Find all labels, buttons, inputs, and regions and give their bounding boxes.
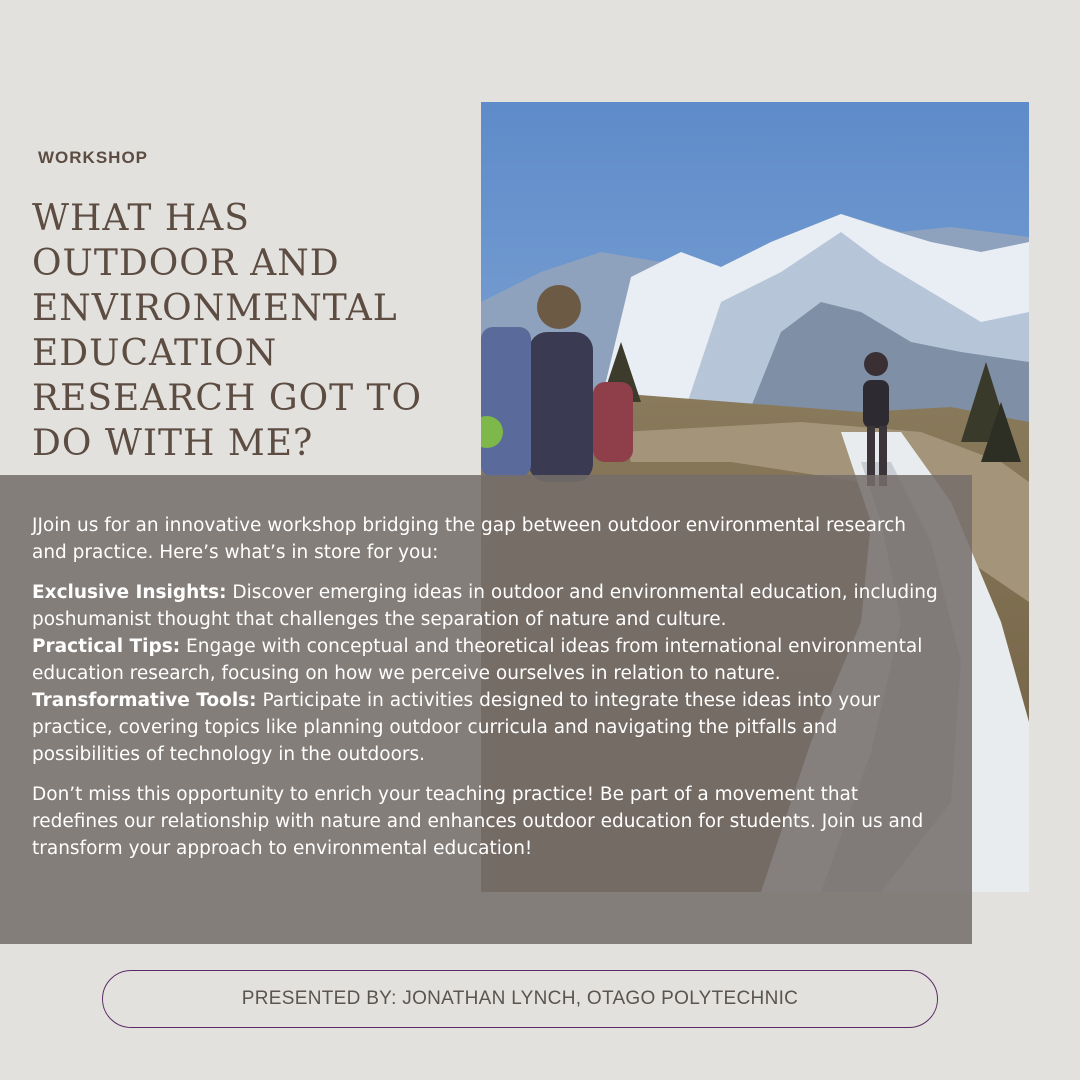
eyebrow-label: WORKSHOP <box>38 148 148 167</box>
presenter-pill <box>102 970 938 1028</box>
list-item <box>32 579 942 633</box>
list-item-label: Transformative Tools: <box>32 690 257 711</box>
page-title: WHAT HAS OUTDOOR AND ENVIRONMENTAL EDUCATION RESEARCH GOT TO DO WITH ME? <box>32 198 423 464</box>
list-item-text: Engage with conceptual and theoretical ideas from international environmental education research, focusing on how we perceive ourselves in relation to nature. <box>32 636 923 684</box>
benefits-list <box>32 579 942 768</box>
closing-paragraph: Don’t miss this opportunity to enrich your teaching practice! Be part of a movement that redefines our relationship with nature and enhances outdoor education for students. Join us and transform your approach to environmental education! <box>32 784 924 859</box>
presenter-label: PRESENTED BY: JONATHAN LYNCH, OTAGO POLYTECHNIC <box>241 988 799 1009</box>
list-item-text: Participate in activities designed to integrate these ideas into your practice, covering topics like planning outdoor curricula and navigating the pitfalls and possibilities of technology in the outdoors. <box>32 690 880 765</box>
intro-paragraph: JJoin us for an innovative workshop bridging the gap between outdoor environmental research and practice. Here’s what’s in store for you: <box>32 515 907 563</box>
list-item-label: Practical Tips: <box>32 636 181 657</box>
description-text <box>32 512 942 875</box>
list-item <box>32 633 942 687</box>
list-item-text: Discover emerging ideas in outdoor and environmental education, including poshumanist thought that challenges the separation of nature and culture. <box>32 582 938 630</box>
list-item <box>32 687 942 768</box>
list-item-label: Exclusive Insights: <box>32 582 227 603</box>
